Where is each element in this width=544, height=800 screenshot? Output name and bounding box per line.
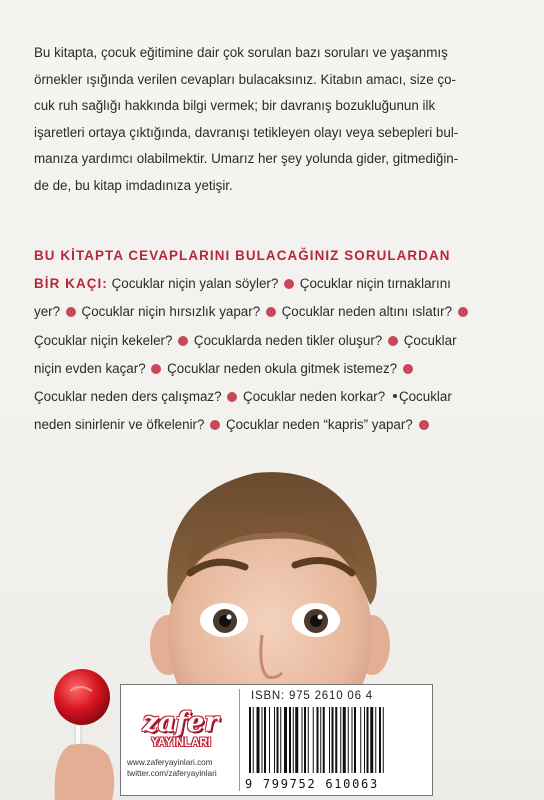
barcode-number: 9 799752 610063 xyxy=(245,777,379,791)
question-item: Çocuklarda neden tikler oluşur? xyxy=(193,332,383,348)
question-item: Çocuklar niçin tırnaklarını xyxy=(299,276,451,292)
barcode-label xyxy=(120,684,433,796)
publisher-website: www.zaferyayinlari.com xyxy=(127,758,213,767)
barcode-bar xyxy=(308,707,309,773)
question-item: Çocuklar niçin hırsızlık yapar? xyxy=(81,304,261,320)
question-item: Çocuklar xyxy=(398,389,452,405)
questions-heading: BU KİTAPTA CEVAPLARINI BULACAĞINIZ SORULARDAN xyxy=(34,248,451,263)
bullet-dot-icon xyxy=(227,392,237,402)
barcode-bar xyxy=(340,707,341,773)
bullet-dot-icon xyxy=(284,279,294,289)
barcode-bar xyxy=(289,707,291,773)
barcode-bar xyxy=(264,707,266,773)
bullet-dot-icon xyxy=(151,364,161,374)
barcode-bar xyxy=(313,707,314,773)
question-item: Çocuklar neden ders çalışmaz? xyxy=(34,389,222,405)
publisher-logo-sub: YAYINLARI xyxy=(151,737,211,749)
bullet-dot-icon xyxy=(66,307,76,317)
barcode-bar xyxy=(274,707,275,773)
barcode-bar xyxy=(348,707,349,773)
intro-line: örnekler ışığında verilen cevapları bulacaksınız. Kitabın amacı, size ço- xyxy=(34,71,457,87)
barcode-bar xyxy=(375,707,376,773)
barcode-bar xyxy=(320,707,321,773)
barcode-bar xyxy=(367,707,369,773)
question-item: Çocuklar neden altını ıslatır? xyxy=(281,304,453,320)
barcode-bar xyxy=(257,707,260,773)
intro-line: Bu kitapta, çocuk eğitimine dair çok sorulan bazı soruları ve yaşanmış xyxy=(34,45,448,60)
bullet-small-icon xyxy=(393,394,397,398)
bullet-dot-icon xyxy=(266,307,276,317)
barcode-bar xyxy=(249,707,251,773)
barcode-bar xyxy=(269,707,270,773)
barcode-bar xyxy=(364,707,365,773)
question-item: Çocuklar niçin kekeler? xyxy=(34,332,173,348)
bullet-dot-icon xyxy=(210,420,220,430)
bullet-dot-icon xyxy=(178,336,188,346)
bullet-dot-icon xyxy=(458,307,468,317)
barcode-bar xyxy=(332,707,334,773)
label-divider xyxy=(239,689,240,791)
publisher-logo-text: zafer xyxy=(142,707,219,738)
intro-line: manıza yardımcı olabilmektir. Umarız her şey yolunda gider, gitmediğin- xyxy=(34,151,459,167)
barcode-bar xyxy=(352,707,353,773)
barcode-bar xyxy=(379,707,381,773)
barcode-bar xyxy=(295,707,298,773)
barcode-bar xyxy=(343,707,346,773)
barcode-bar xyxy=(360,707,361,773)
barcode-bar xyxy=(262,707,263,773)
isbn-number: ISBN: 975 2610 06 4 xyxy=(251,690,373,702)
questions-block xyxy=(34,242,504,439)
barcode-bar xyxy=(277,707,279,773)
question-item: neden sinirlenir ve öfkelenir? xyxy=(34,417,205,433)
question-item: Çocuklar xyxy=(403,332,457,348)
publisher-twitter: twitter.com/zaferyayinlari xyxy=(127,769,217,778)
barcode-bar xyxy=(329,707,330,773)
bullet-dot-icon xyxy=(419,420,429,430)
question-item: niçin evden kaçar? xyxy=(34,360,146,376)
barcode-bar xyxy=(253,707,254,773)
question-item: Çocuklar neden okula gitmek istemez? xyxy=(167,360,398,376)
barcode-bar xyxy=(293,707,294,773)
question-item: Çocuklar neden “kapris” yapar? xyxy=(225,417,413,433)
question-item: Çocuklar neden korkar? xyxy=(243,389,386,405)
barcode-bar xyxy=(354,707,356,773)
barcode-bar xyxy=(284,707,287,773)
barcode-bars xyxy=(249,707,424,775)
question-item: Çocuklar niçin yalan söyler? xyxy=(111,276,279,292)
intro-paragraph xyxy=(34,40,510,200)
barcode-bar xyxy=(280,707,281,773)
barcode-bar xyxy=(323,707,325,773)
question-item: yer? xyxy=(34,304,61,320)
publisher-logo xyxy=(121,685,239,795)
intro-line: işaretleri ortaya çıktığında, davranışı tetikleyen olayı veya sebepleri bul- xyxy=(34,124,459,140)
barcode-bar xyxy=(383,707,384,773)
questions-heading-cont: BİR KAÇI: xyxy=(34,276,108,292)
barcode-bar xyxy=(317,707,319,773)
barcode-bar xyxy=(335,707,337,773)
bullet-dot-icon xyxy=(388,336,398,346)
barcode-bar xyxy=(302,707,303,773)
bullet-dot-icon xyxy=(403,364,413,374)
barcode-bar xyxy=(304,707,306,773)
intro-line: de de, bu kitap imdadınıza yetişir. xyxy=(34,177,233,193)
intro-line: cuk ruh sağlığı hakkında bilgi vermek; bir davranış bozukluğunun ilk xyxy=(34,98,436,114)
barcode-bar xyxy=(370,707,373,773)
